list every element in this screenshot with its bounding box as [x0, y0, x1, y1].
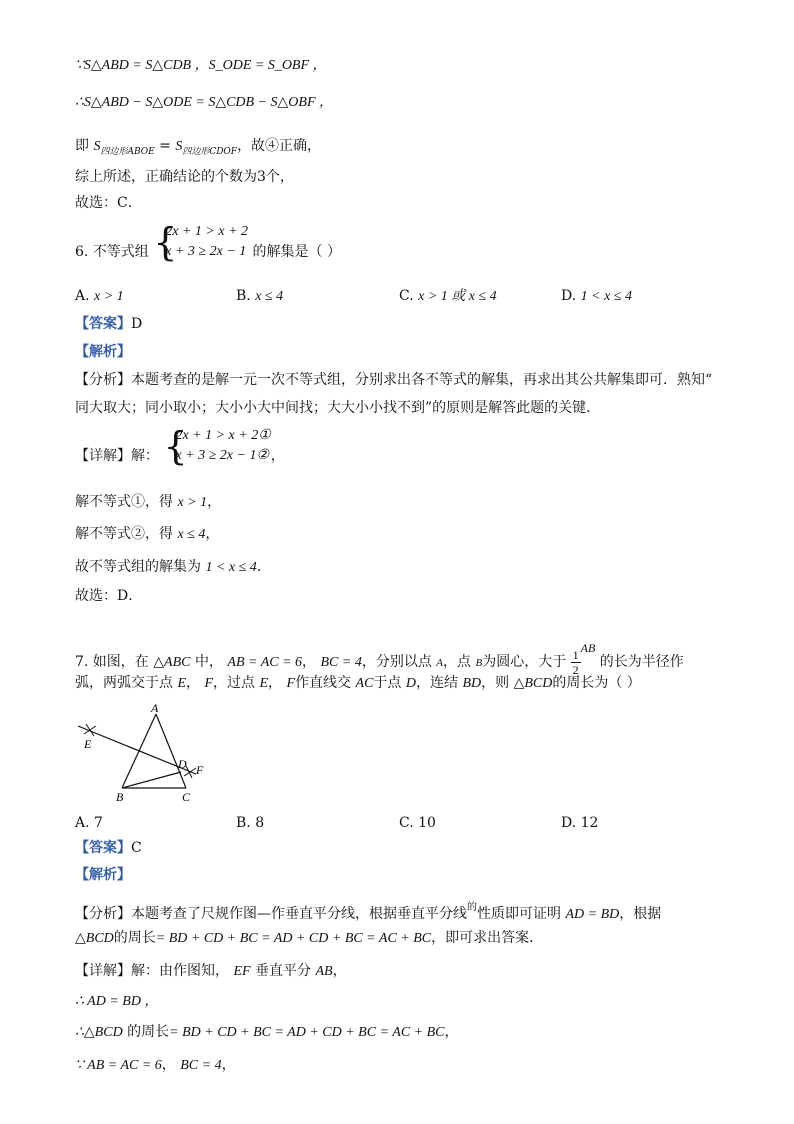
q7-fenxi-math: AD = BD	[565, 907, 620, 922]
q7-option-b-label: B.	[236, 815, 251, 831]
q6-step-3-end: ．	[256, 559, 271, 575]
q6-fenxi-tag: 【分析】	[75, 372, 131, 388]
q6-option-c	[399, 286, 497, 307]
q7-stem-j: B	[475, 657, 483, 669]
q7-frac-num: 1	[572, 647, 579, 662]
q7-option-d-label: D.	[561, 815, 577, 831]
q6-fenxi-line-1	[75, 370, 712, 390]
q6-option-c-label: C.	[399, 288, 414, 304]
q6-step-1-math: x > 1	[177, 495, 208, 510]
q6-inequality-system: { 2x + 1 > x + 2 x + 3 ≥ 2x − 1	[153, 220, 249, 264]
q6-option-a	[75, 286, 124, 307]
q7-step-2-b: 的周长	[127, 1024, 170, 1040]
q6-detail-row-1: 2x + 1 > x + 2①	[175, 428, 271, 443]
prev-line-4: 综上所述，正确结论的个数为3个，	[75, 169, 294, 185]
label-e: E	[84, 737, 92, 751]
q7-line2-k: 于点	[373, 675, 402, 691]
q6-sys-row-1: 2x + 1 > x + 2	[165, 224, 249, 239]
q7-analysis-tag	[75, 865, 131, 885]
q7-line2-e: ，过点	[213, 675, 256, 691]
q6-answer-value: D	[131, 316, 143, 332]
q6-analysis-tag-text: 【解析】	[75, 344, 131, 360]
q7-fenxi-line-2	[75, 928, 543, 949]
q7-step-3-b: ，	[161, 1057, 176, 1073]
q6-detail-prefix: 解：	[131, 448, 159, 464]
q6-choose: 故选：D．	[75, 588, 143, 604]
q7-line2-n: BD	[462, 676, 482, 691]
q7-stem-f: BC = 4	[320, 655, 362, 670]
q6-stem	[75, 222, 341, 272]
q6-sys-row-2: x + 3 ≥ 2x − 1	[165, 244, 247, 259]
q6-answer-tag: 【答案】	[75, 316, 131, 332]
prev-line-3-suffix: ，故④正确，	[237, 138, 322, 154]
q6-fenxi-text-1: 本题考查的是解一元一次不等式组，分别求出各不等式的解集，再求出其公共解集即可．熟知“	[131, 372, 713, 388]
q6-detail-system: { 2x + 1 > x + 2① x + 3 ≥ 2x − 1②	[163, 424, 271, 468]
prev-line-3-s1-sub: 四边形ABOE	[100, 147, 155, 157]
q7-fenxi-b: 性质即可证明	[477, 906, 561, 922]
q7-option-c	[399, 813, 436, 833]
q6-detail	[75, 426, 285, 476]
q6-detail-row-2: x + 3 ≥ 2x − 1②	[175, 448, 270, 463]
q7-stem-k: 为圆心，大于	[482, 654, 567, 670]
q7-stem-b: △ABC	[153, 655, 191, 670]
q7-line2-c: ，	[186, 675, 201, 691]
q7-line2-f: E	[259, 676, 269, 691]
q6-step-2-text: 解不等式②，得	[75, 526, 173, 542]
q7-step-3-c: BC = 4	[180, 1058, 222, 1073]
q7-detail-d: AB	[315, 964, 333, 979]
q7-fenxi-de: 的	[467, 902, 477, 913]
q7-stem-a: 7. 如图，在	[75, 654, 149, 670]
q7-detail-line	[75, 961, 347, 982]
q7-step-2	[75, 1022, 459, 1043]
q7-detail-b: EF	[233, 964, 251, 979]
q7-line2-o: ，则	[481, 675, 510, 691]
q7-option-c-value: 10	[418, 815, 436, 831]
q6-option-b-label: B.	[236, 288, 251, 304]
q6-option-d-label: D.	[561, 288, 577, 304]
prev-line-3-prefix: 即	[75, 138, 89, 154]
q7-line2-q: 的周长为（ ）	[552, 675, 641, 691]
segment-bd	[122, 772, 181, 788]
q7-line2-g: ，	[268, 675, 283, 691]
q7-stem-i: ，点	[443, 654, 472, 670]
q7-answer-value: C	[131, 840, 142, 856]
q7-analysis-tag-text: 【解析】	[75, 867, 131, 883]
q7-step-3-d: ，	[221, 1057, 236, 1073]
label-a: A	[151, 702, 159, 715]
q7-option-a-value: 7	[94, 815, 103, 831]
q7-stem-e: ，	[302, 654, 317, 670]
q6-step-1-text: 解不等式①，得	[75, 494, 173, 510]
q6-answer	[75, 314, 142, 334]
q6-detail-tag: 【详解】	[75, 448, 131, 464]
q7-line2-i: 作直线交	[295, 675, 352, 691]
prev-line-3-s1: S	[93, 139, 101, 154]
q7-fenxi2-end: ，即可求出答案．	[431, 930, 544, 946]
q7-stem-line-1	[75, 638, 684, 677]
q7-detail-c: 垂直平分	[255, 963, 312, 979]
label-f: F	[196, 763, 204, 777]
q7-fenxi-a: 本题考查了尺规作图—作垂直平分线，根据垂直平分线	[131, 906, 467, 922]
q7-line2-m: ，连结	[415, 675, 458, 691]
q6-option-a-label: A.	[75, 288, 90, 304]
prev-line-3-s2-sub: 四边形CDOF	[182, 147, 238, 157]
q6-step-2-math: x ≤ 4	[177, 527, 206, 542]
q7-fenxi2-math1: △BCD	[75, 931, 114, 946]
q7-answer-tag: 【答案】	[75, 840, 131, 856]
prev-line-2-math: ∴S△ABD − S△ODE = S△CDB − S△OBF ，	[75, 95, 334, 110]
q6-step-2-end: ，	[205, 526, 220, 542]
q7-option-b	[236, 813, 264, 833]
q6-option-a-math: x > 1	[94, 289, 124, 304]
prev-line-2	[75, 92, 333, 113]
q7-detail-tag: 【详解】	[75, 963, 131, 979]
q6-detail-suffix: ，	[270, 448, 285, 464]
prev-line-3-eq: =	[159, 138, 171, 154]
q7-answer	[75, 838, 142, 858]
q7-line2-j: AC	[355, 676, 374, 691]
q6-step-2	[75, 524, 219, 545]
q6-option-d-math: 1 < x ≤ 4	[580, 289, 632, 304]
q7-fenxi2-math2: = BD + CD + BC = AD + CD + BC = AC + BC	[155, 931, 432, 946]
q7-option-a	[75, 813, 103, 833]
prev-line-3	[75, 136, 321, 162]
label-b: B	[116, 790, 124, 804]
q7-line2-d: F	[204, 676, 214, 691]
q6-stem-suffix: 的解集是（ ）	[252, 244, 341, 260]
q6-step-3-math: 1 < x ≤ 4	[205, 560, 257, 575]
q7-frac-den: 2	[572, 662, 579, 677]
side-ac	[156, 714, 186, 788]
q7-line2-h: F	[286, 676, 296, 691]
q7-line2-b: E	[177, 676, 187, 691]
q7-step-3-a: ∵ AB = AC = 6	[75, 1058, 162, 1073]
q7-detail-a: 解：由作图知，	[131, 963, 229, 979]
q7-stem-g: ，分别以点	[361, 654, 432, 670]
q6-option-b	[236, 286, 283, 307]
q6-analysis-tag	[75, 342, 131, 362]
q7-stem-c: 中，	[194, 654, 223, 670]
prev-line-1-math: ∵S△ABD = S△CDB ，S_ODE = S_OBF ，	[75, 58, 327, 73]
prev-line-1	[75, 55, 327, 76]
q7-step-1	[75, 991, 158, 1012]
q7-stem-h: A	[436, 657, 444, 669]
q7-step-2-d: ，	[444, 1024, 459, 1040]
prev-line-5: 故选：C．	[75, 195, 142, 211]
q7-frac-after: AB	[580, 641, 596, 655]
q7-option-d-value: 12	[580, 815, 599, 831]
q7-stem-d: AB = AC = 6	[227, 655, 303, 670]
q7-stem-line-2	[75, 673, 641, 694]
q6-option-b-math: x ≤ 4	[255, 289, 284, 304]
q7-step-1-math: ∴ AD = BD ，	[75, 994, 159, 1009]
q7-fenxi-tag: 【分析】	[75, 906, 131, 922]
label-d: D	[178, 757, 187, 771]
q6-step-3	[75, 557, 271, 578]
q7-fenxi-line-1	[75, 898, 661, 925]
q7-option-b-value: 8	[255, 815, 265, 831]
q7-fenxi2-text: 的周长	[113, 930, 156, 946]
prev-line-3-s2: S	[175, 139, 183, 154]
q7-step-2-a: ∴△BCD	[75, 1025, 123, 1040]
q7-option-d	[561, 813, 598, 833]
q7-step-3	[75, 1055, 236, 1076]
q6-option-d	[561, 286, 632, 307]
q7-fenxi-c: ，根据	[619, 906, 662, 922]
q7-option-a-label: A.	[75, 815, 90, 831]
label-c: C	[182, 790, 191, 804]
q7-option-c-label: C.	[399, 815, 414, 831]
q6-step-1-end: ，	[207, 494, 222, 510]
q6-fenxi-line-2: 同大取大；同小取小；大小小大中间找；大大小小找不到”的原则是解答此题的关键．	[75, 400, 601, 416]
q7-step-2-c: = BD + CD + BC = AD + CD + BC = AC + BC	[169, 1025, 445, 1040]
q7-line2-l: D	[405, 676, 416, 691]
q6-option-c-math: x > 1 或 x ≤ 4	[418, 289, 497, 304]
arc-mark-e	[84, 724, 96, 736]
q7-triangle-figure	[72, 702, 212, 806]
q7-detail-e: ，	[332, 963, 347, 979]
q7-stem-l: 的长为半径作	[599, 654, 684, 670]
q6-stem-prefix: 6. 不等式组	[75, 244, 149, 260]
q6-step-1	[75, 492, 221, 513]
q7-line2-p: △BCD	[513, 676, 553, 691]
q7-line2-a: 弧，两弧交于点	[75, 675, 173, 691]
q6-step-3-text: 故不等式组的解集为	[75, 559, 201, 575]
